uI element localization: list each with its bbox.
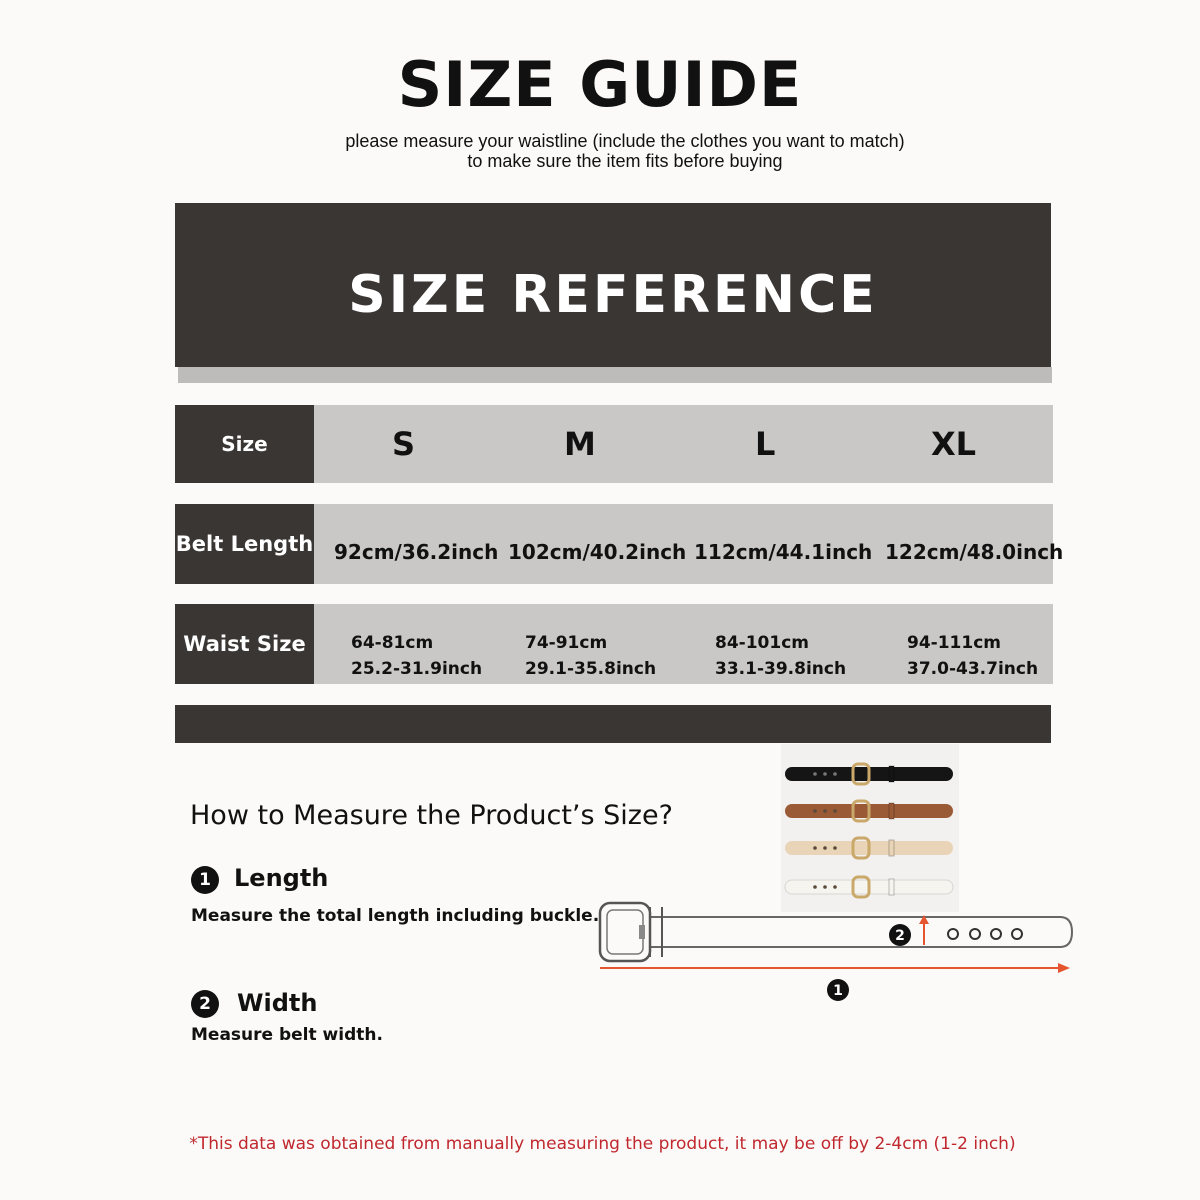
belt-hole-icon — [1012, 929, 1022, 939]
belt-hole-icon — [991, 929, 1001, 939]
buckle-prong-icon — [639, 925, 645, 939]
belt-hole-icon — [970, 929, 980, 939]
subtitle-line-1: please measure your waistline (include the clothes you want to match) — [345, 131, 905, 151]
table-bottom-bar — [175, 705, 1051, 743]
waist-size-m — [525, 630, 656, 682]
size-row-label: Size — [175, 405, 314, 483]
waist-size-s — [351, 630, 482, 682]
belt-photo-item — [785, 838, 953, 858]
belt-strap-outline — [650, 917, 1072, 947]
waist-size-s-cm: 64-81cm — [351, 633, 434, 653]
how-to-measure-heading: How to Measure the Product’s Size? — [190, 800, 673, 831]
belt-photo-item — [785, 764, 953, 784]
waist-size-l-inch: 33.1-39.8inch — [715, 659, 847, 679]
waist-size-label: Waist Size — [175, 604, 314, 684]
waist-size-s-inch: 25.2-31.9inch — [351, 659, 483, 679]
waist-size-xl-cm: 94-111cm — [907, 633, 1001, 653]
step-2-title: Width — [237, 989, 318, 1017]
waist-size-l-cm: 84-101cm — [715, 633, 809, 653]
waist-size-xl — [907, 630, 1038, 682]
buckle-inner-icon — [607, 910, 643, 954]
belts-photo-image — [781, 744, 959, 912]
waist-size-m-cm: 74-91cm — [525, 633, 608, 653]
size-xl: XL — [931, 425, 977, 463]
width-marker-number: 2 — [895, 928, 905, 944]
disclaimer-note: *This data was obtained from manually measuring the product, it may be off by 2-4cm (1-2 inch) — [189, 1134, 1016, 1154]
waist-size-row — [175, 604, 1053, 684]
step-2-description: Measure belt width. — [191, 1025, 383, 1045]
step-1-number-icon: 1 — [191, 866, 219, 894]
size-row — [175, 405, 1053, 483]
page-title: SIZE GUIDE — [397, 48, 803, 121]
belts-photo — [781, 744, 959, 912]
subtitle-line-2: to make sure the item fits before buying — [467, 151, 783, 171]
belt-photo-item — [785, 877, 953, 897]
length-marker-number: 1 — [833, 983, 843, 999]
belt-length-l: 112cm/44.1inch — [694, 540, 873, 564]
belt-length-m: 102cm/40.2inch — [508, 540, 687, 564]
belt-diagram — [590, 895, 1085, 1010]
step-2-number-icon: 2 — [191, 990, 219, 1018]
banner-shadow — [178, 367, 1052, 383]
step-1-title: Length — [234, 864, 329, 892]
waist-size-l — [715, 630, 846, 682]
belt-length-s: 92cm/36.2inch — [334, 540, 499, 564]
belt-hole-icon — [948, 929, 958, 939]
belt-length-row — [175, 504, 1064, 584]
waist-size-xl-inch: 37.0-43.7inch — [907, 659, 1039, 679]
waist-size-m-inch: 29.1-35.8inch — [525, 659, 657, 679]
length-arrow-head-icon — [1058, 963, 1070, 973]
belt-length-label: Belt Length — [175, 504, 314, 584]
belt-length-xl: 122cm/48.0inch — [885, 540, 1064, 564]
size-s: S — [392, 425, 416, 463]
step-1-description: Measure the total length including buckle. — [191, 906, 600, 926]
size-m: M — [564, 425, 596, 463]
size-l: L — [755, 425, 776, 463]
belt-photo-item — [785, 801, 953, 821]
size-reference-title: SIZE REFERENCE — [348, 265, 878, 325]
